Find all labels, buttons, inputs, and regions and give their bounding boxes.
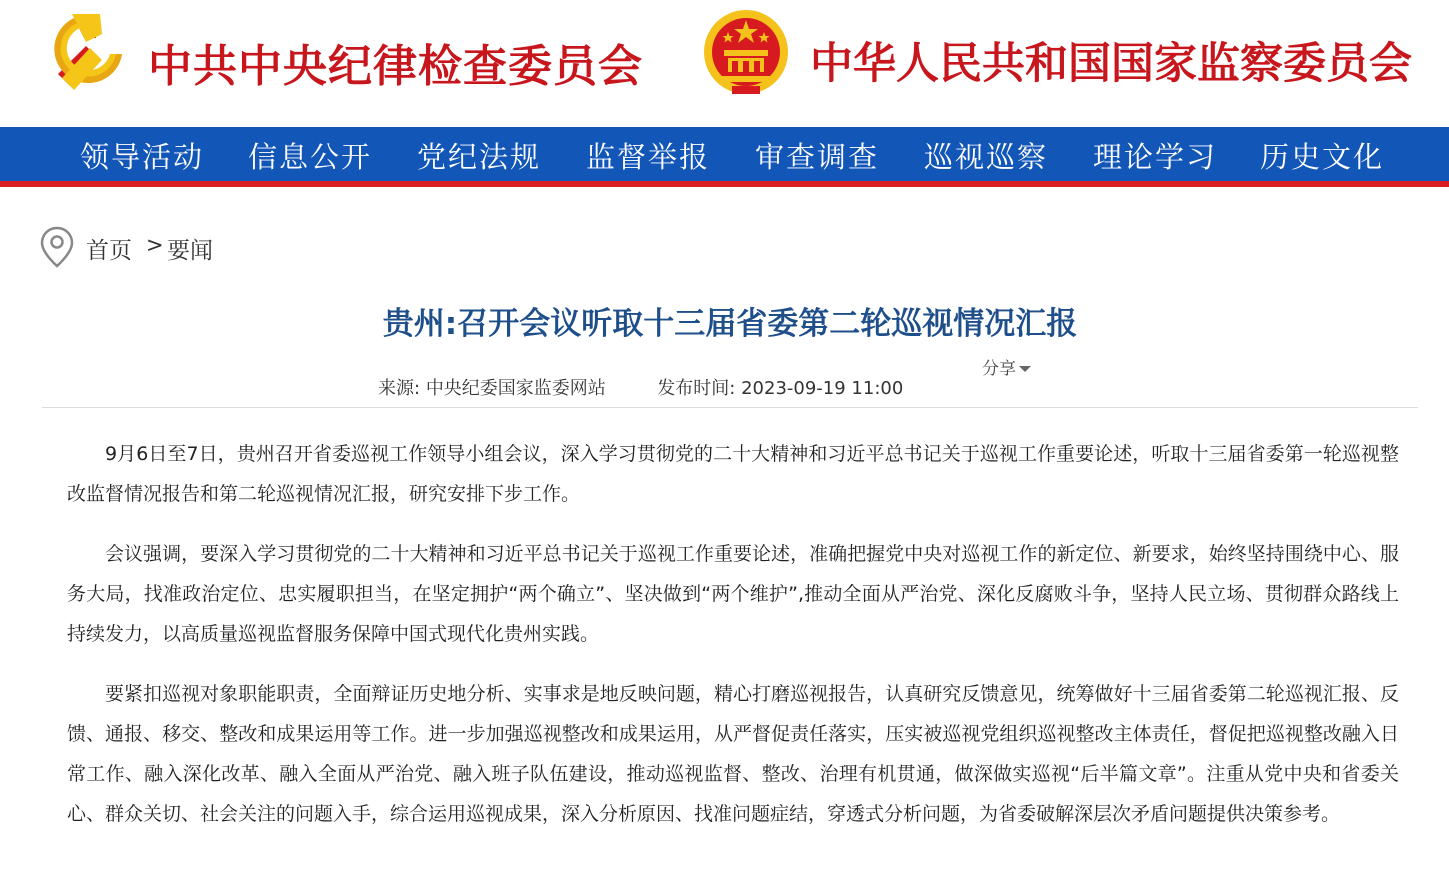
source-value: 中央纪委国家监委网站: [425, 378, 606, 399]
article-paragraph: 会议强调，要深入学习贯彻党的二十大精神和习近平总书记关于巡视工作重要论述，准确把握党中央对巡视工作的新定位、新要求，始终坚持围绕中心、服务大局，找准政治定位、忠实履职担当，在坚定拥护“两个确立”、坚决做到“两个维护”,推动全面从严治党、深化反腐败斗争，坚持人民立场、贯彻群众路线上持续发力，以高质量巡视监督服务保障中国式现代化贵州实践。: [67, 543, 1399, 645]
site-header: [0, 0, 1449, 127]
nav-item-supervision-reporting[interactable]: 监督举报: [586, 140, 711, 174]
nav-item-inspection-tours[interactable]: 巡视巡察: [924, 140, 1049, 174]
publish-time-label: 发布时间:: [657, 378, 736, 399]
nav-item-theory-study[interactable]: 理论学习: [1093, 140, 1218, 174]
source-label: 来源:: [378, 378, 421, 399]
nav-item-history-culture[interactable]: 历史文化: [1260, 140, 1385, 174]
article-paragraph: 9月6日至7日，贵州召开省委巡视工作领导小组会议，深入学习贯彻党的二十大精神和习近平总书记关于巡视工作重要论述，听取十三届省委第一轮巡视整改监督情况报告和第二轮巡视情况汇报，研究安排下步工作。: [67, 443, 1399, 505]
article-title: 贵州:召开会议听取十三届省委第二轮巡视情况汇报: [382, 306, 1078, 342]
location-pin-icon: [40, 226, 74, 268]
cc-discipline-commission-title[interactable]: 中共中央纪律检查委员会: [148, 41, 643, 92]
nav-item-review-investigation[interactable]: 审查调查: [755, 140, 880, 174]
article-meta: [378, 374, 903, 400]
breadcrumb-separator: >: [146, 233, 164, 257]
breadcrumb-home-link[interactable]: 首页: [86, 238, 132, 264]
article-paragraph: 要紧扣巡视对象职能职责，全面辩证历史地分析、实事求是地反映问题，精心打磨巡视报告，认真研究反馈意见，统筹做好十三届省委第二轮巡视汇报、反馈、通报、移交、整改和成果运用等工作。进一步加强巡视整改和成果运用，从严督促责任落实，压实被巡视党组织巡视整改主体责任，督促把巡视整改融入日常工作、融入深化改革、融入全面从严治党、融入班子队伍建设，推动巡视监督、整改、治理有机贯通，做深做实巡视“后半篇文章”。注重从党中央和省委关心、群众关切、社会关注的问题入手，综合运用巡视成果，深入分析原因、找准问题症结，穿透式分析问题，为省委破解深层次矛盾问题提供决策参考。: [67, 683, 1399, 825]
caret-down-icon: [1019, 366, 1031, 372]
breadcrumb-current-link[interactable]: 要闻: [167, 238, 213, 264]
meta-divider: [42, 407, 1418, 408]
nav-item-party-regulations[interactable]: 党纪法规: [417, 140, 542, 174]
main-nav: [0, 127, 1449, 187]
publish-time-value: 2023-09-19 11:00: [741, 378, 904, 399]
national-emblem-icon[interactable]: [702, 6, 790, 98]
share-button[interactable]: [982, 354, 1031, 379]
nav-item-information-disclosure[interactable]: 信息公开: [248, 140, 373, 174]
article-body: [67, 434, 1399, 854]
nav-item-leadership-activities[interactable]: 领导活动: [80, 140, 205, 174]
national-supervisory-commission-title[interactable]: 中华人民共和国国家监察委员会: [810, 39, 1412, 89]
party-emblem-icon[interactable]: [44, 8, 128, 92]
share-label: 分享: [982, 359, 1016, 379]
